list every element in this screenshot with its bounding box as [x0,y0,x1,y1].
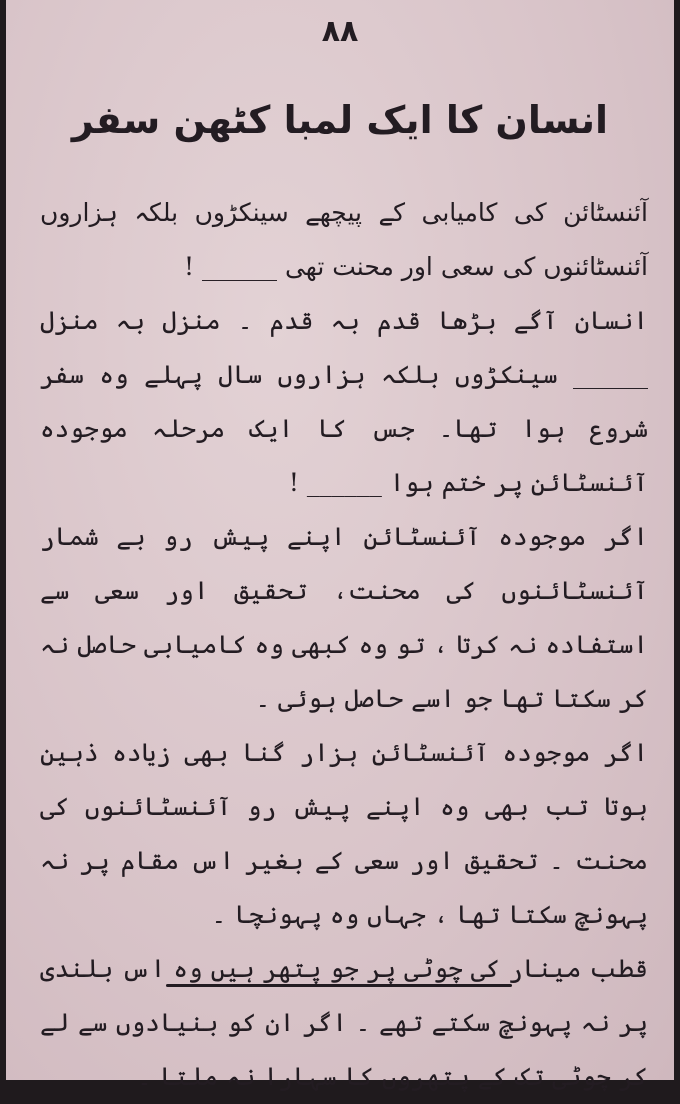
page-number: ۸۸ [321,14,359,49]
page-title: انسان کا ایک لمبا کٹھن سفر [71,98,609,142]
paragraph: آئنسٹائن کی کامیابی کے پیچھے سینکڑوں بلکہ ہزاروں آئنسٹائنوں کی سعی اور محنت تھی ______ ! [40,198,648,281]
paragraph: اگر موجودہ آئنسٹائن اپنے پیش رو بے شمار آئنسٹائنوں کی محنت، تحقیق اور سعی سے استفادہ نہ کرتا ، تو وہ کبھی وہ کامیابی حاصل نہ کر سکتا تھا جو اسے حاصل ہوئی ۔ [40,522,648,713]
body-text [40,186,648,1104]
book-page [6,0,674,1091]
paragraph: اگر موجودہ آئنسٹائن ہزار گنا بھی زیادہ ذہین ہوتا تب بھی وہ اپنے پیش رو آئنسٹائنوں کی محنت ۔ تحقیق اور سعی کے بغیر اس مقام پر نہ پہونچ سکتا تھا ، جہاں وہ پہونچا ۔ [40,738,648,929]
end-rule-divider [166,984,512,987]
paragraph: قطب مینار کی چوٹی پر جو پتھر ہیں وہ اس بلندی پر نہ پہونچ سکتے تھے ۔ اگر ان کو بنیادوں سے لے کر چوٹی تک کے پتھروں کا سہارا نہ ملتا ۔ [40,954,648,1091]
paragraph: انسان آگے بڑھا قدم بہ قدم ۔ منزل بہ منزل ______ سینکڑوں بلکہ ہزاروں سال پہلے وہ سفر شروع ہوا تھا۔ جس کا ایک مرحلہ موجودہ آئنسٹائن پر ختم ہوا ______ ! [40,306,648,497]
